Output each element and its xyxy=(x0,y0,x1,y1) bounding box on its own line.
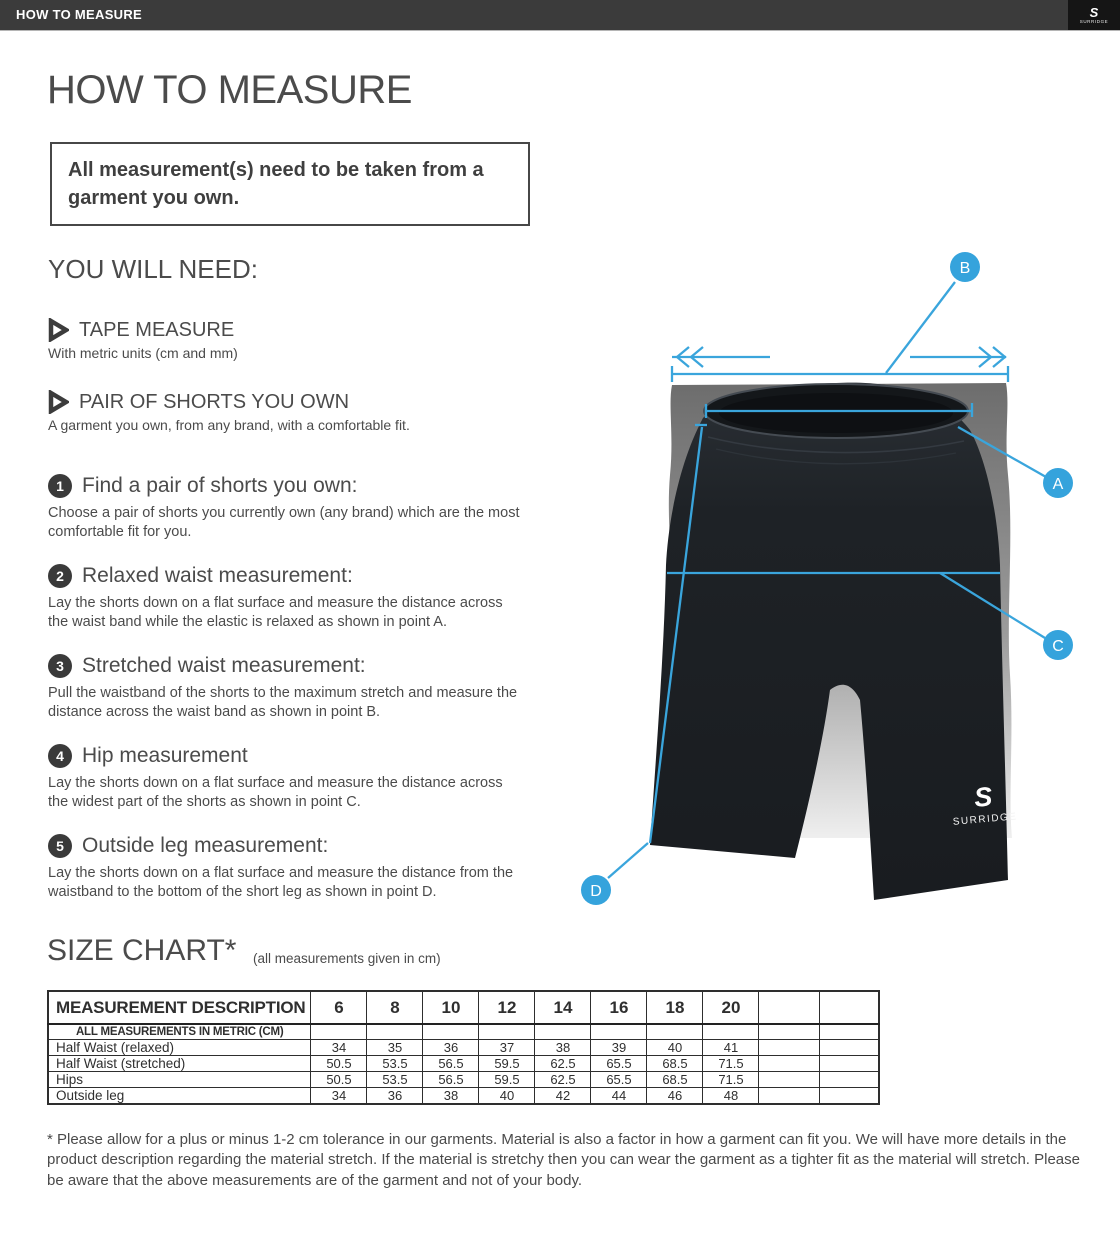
measurement-value: 62.5 xyxy=(535,1072,591,1088)
size-chart-heading: SIZE CHART* xyxy=(47,934,237,967)
size-chart-note: (all measurements given in cm) xyxy=(253,951,441,966)
empty-cell xyxy=(647,1024,703,1040)
need-item-desc: A garment you own, from any brand, with a comfortable fit. xyxy=(48,417,410,433)
measurement-value: 56.5 xyxy=(423,1072,479,1088)
step-item xyxy=(48,744,522,812)
row-label: Half Waist (stretched) xyxy=(48,1056,311,1072)
empty-cell xyxy=(759,1024,820,1040)
need-item xyxy=(48,318,528,361)
svg-text:SURRIDGE: SURRIDGE xyxy=(952,811,1018,828)
measurement-value: 71.5 xyxy=(703,1072,759,1088)
step-title: Hip measurement xyxy=(82,744,248,767)
step-number-badge: 4 xyxy=(48,744,72,768)
surridge-logo xyxy=(1068,0,1120,30)
measurement-value: 53.5 xyxy=(367,1056,423,1072)
measurement-value: 36 xyxy=(367,1088,423,1105)
measurement-value: 68.5 xyxy=(647,1072,703,1088)
notice-box: All measurement(s) need to be taken from a garment you own. xyxy=(50,142,530,226)
step-description: Lay the shorts down on a flat surface and measure the distance from the waistband to the bottom of the short leg as shown in point D. xyxy=(48,865,514,901)
callout-label-B: B xyxy=(959,260,971,277)
measurement-value: 65.5 xyxy=(591,1056,647,1072)
step-item xyxy=(48,834,522,902)
measurement-value: 44 xyxy=(591,1088,647,1105)
measurement-value: 36 xyxy=(423,1040,479,1056)
measurement-value: 46 xyxy=(647,1088,703,1105)
callout-leader-D xyxy=(608,843,648,878)
step-title: Relaxed waist measurement: xyxy=(82,564,353,587)
measurement-value: 59.5 xyxy=(479,1056,535,1072)
col-header-size: 20 xyxy=(703,991,759,1024)
step-number-badge: 3 xyxy=(48,654,72,678)
row-label: Outside leg xyxy=(48,1088,311,1105)
step-title: Outside leg measurement: xyxy=(82,834,329,857)
step-number-badge: 2 xyxy=(48,564,72,588)
col-header-empty xyxy=(820,991,879,1024)
shorts-measure-figure xyxy=(556,235,1086,925)
top-bar-title: HOW TO MEASURE xyxy=(16,7,143,22)
size-table xyxy=(47,990,880,1105)
col-header-description: MEASUREMENT DESCRIPTION xyxy=(48,991,311,1024)
col-header-empty xyxy=(759,991,820,1024)
col-header-size: 18 xyxy=(647,991,703,1024)
need-item-title: PAIR OF SHORTS YOU OWN xyxy=(79,390,350,413)
row-label: Half Waist (relaxed) xyxy=(48,1040,311,1056)
step-item xyxy=(48,564,522,632)
measurement-value: 40 xyxy=(647,1040,703,1056)
step-number-badge: 1 xyxy=(48,474,72,498)
step-description: Pull the waistband of the shorts to the maximum stretch and measure the distance across the waist band as shown in point B. xyxy=(48,685,518,721)
need-item-desc: With metric units (cm and mm) xyxy=(48,345,238,361)
measurement-value: 50.5 xyxy=(311,1056,367,1072)
table-row xyxy=(48,1072,879,1088)
need-item xyxy=(48,390,528,433)
col-header-size: 10 xyxy=(423,991,479,1024)
measurement-value: 59.5 xyxy=(479,1072,535,1088)
measurement-value: 35 xyxy=(367,1040,423,1056)
measurement-value: 37 xyxy=(479,1040,535,1056)
callout-leader-B xyxy=(886,282,955,373)
measurement-value: 65.5 xyxy=(591,1072,647,1088)
col-header-size: 14 xyxy=(535,991,591,1024)
empty-cell xyxy=(703,1024,759,1040)
table-row xyxy=(48,1056,879,1072)
need-item-title: TAPE MEASURE xyxy=(79,318,235,341)
step-item xyxy=(48,654,522,722)
step-title: Find a pair of shorts you own: xyxy=(82,474,358,497)
measurement-value: 53.5 xyxy=(367,1072,423,1088)
measurement-value: 40 xyxy=(479,1088,535,1105)
col-header-size: 12 xyxy=(479,991,535,1024)
metric-subheader: ALL MEASUREMENTS IN METRIC (CM) xyxy=(48,1024,311,1040)
measurement-value: 48 xyxy=(703,1088,759,1105)
callout-label-D: D xyxy=(590,883,602,900)
measurement-value: 42 xyxy=(535,1088,591,1105)
empty-cell xyxy=(591,1024,647,1040)
empty-cell xyxy=(759,1056,820,1072)
empty-cell xyxy=(820,1072,879,1088)
col-header-size: 16 xyxy=(591,991,647,1024)
play-triangle-icon xyxy=(48,390,69,414)
measurement-value: 56.5 xyxy=(423,1056,479,1072)
step-description: Lay the shorts down on a flat surface and measure the distance across the waist band while the elastic is relaxed as shown in point A. xyxy=(48,595,503,631)
measurement-value: 68.5 xyxy=(647,1056,703,1072)
measurement-value: 34 xyxy=(311,1040,367,1056)
surridge-logo-text: SURRIDGE xyxy=(1079,18,1109,24)
empty-cell xyxy=(423,1024,479,1040)
tolerance-footnote: * Please allow for a plus or minus 1-2 cm tolerance in our garments. Material is also a factor in how a garment can fit you. We will have more details in the product description regarding the material stretch. If the material is stretchy then you can wear the garment as a tighter fit as the material will stretch. Please be aware that the above measurements are of the garment and not of your body. xyxy=(47,1131,1080,1189)
table-row xyxy=(48,1040,879,1056)
measurement-value: 38 xyxy=(423,1088,479,1105)
measurement-value: 39 xyxy=(591,1040,647,1056)
empty-cell xyxy=(759,1040,820,1056)
step-description: Choose a pair of shorts you currently own (any brand) which are the most comfortable fit for you. xyxy=(48,505,520,541)
empty-cell xyxy=(367,1024,423,1040)
page-title: HOW TO MEASURE xyxy=(47,68,412,112)
empty-cell xyxy=(535,1024,591,1040)
row-label: Hips xyxy=(48,1072,311,1088)
empty-cell xyxy=(820,1056,879,1072)
step-title: Stretched waist measurement: xyxy=(82,654,366,677)
empty-cell xyxy=(820,1088,879,1105)
empty-cell xyxy=(311,1024,367,1040)
callout-label-C: C xyxy=(1052,638,1064,655)
you-will-need-heading: YOU WILL NEED: xyxy=(48,254,258,284)
empty-cell xyxy=(820,1024,879,1040)
col-header-size: 8 xyxy=(367,991,423,1024)
empty-cell xyxy=(820,1040,879,1056)
step-item xyxy=(48,474,522,542)
measurement-value: 62.5 xyxy=(535,1056,591,1072)
empty-cell xyxy=(759,1072,820,1088)
surridge-logo-icon: S xyxy=(1089,4,1099,20)
measurement-value: 50.5 xyxy=(311,1072,367,1088)
measurement-value: 38 xyxy=(535,1040,591,1056)
play-triangle-icon xyxy=(48,318,69,342)
measurement-value: 34 xyxy=(311,1088,367,1105)
step-number-badge: 5 xyxy=(48,834,72,858)
empty-cell xyxy=(479,1024,535,1040)
size-table-body xyxy=(48,1024,879,1104)
col-header-size: 6 xyxy=(311,991,367,1024)
step-description: Lay the shorts down on a flat surface and measure the distance across the widest part of the shorts as shown in point C. xyxy=(48,775,503,811)
size-table-head xyxy=(48,991,879,1024)
table-row xyxy=(48,1088,879,1105)
empty-cell xyxy=(759,1088,820,1105)
measurement-value: 41 xyxy=(703,1040,759,1056)
callout-label-A: A xyxy=(1052,476,1064,493)
waistband-inner-shadow xyxy=(719,393,953,433)
svg-text:S: S xyxy=(972,781,994,813)
top-bar xyxy=(0,0,1120,31)
measurement-value: 71.5 xyxy=(703,1056,759,1072)
